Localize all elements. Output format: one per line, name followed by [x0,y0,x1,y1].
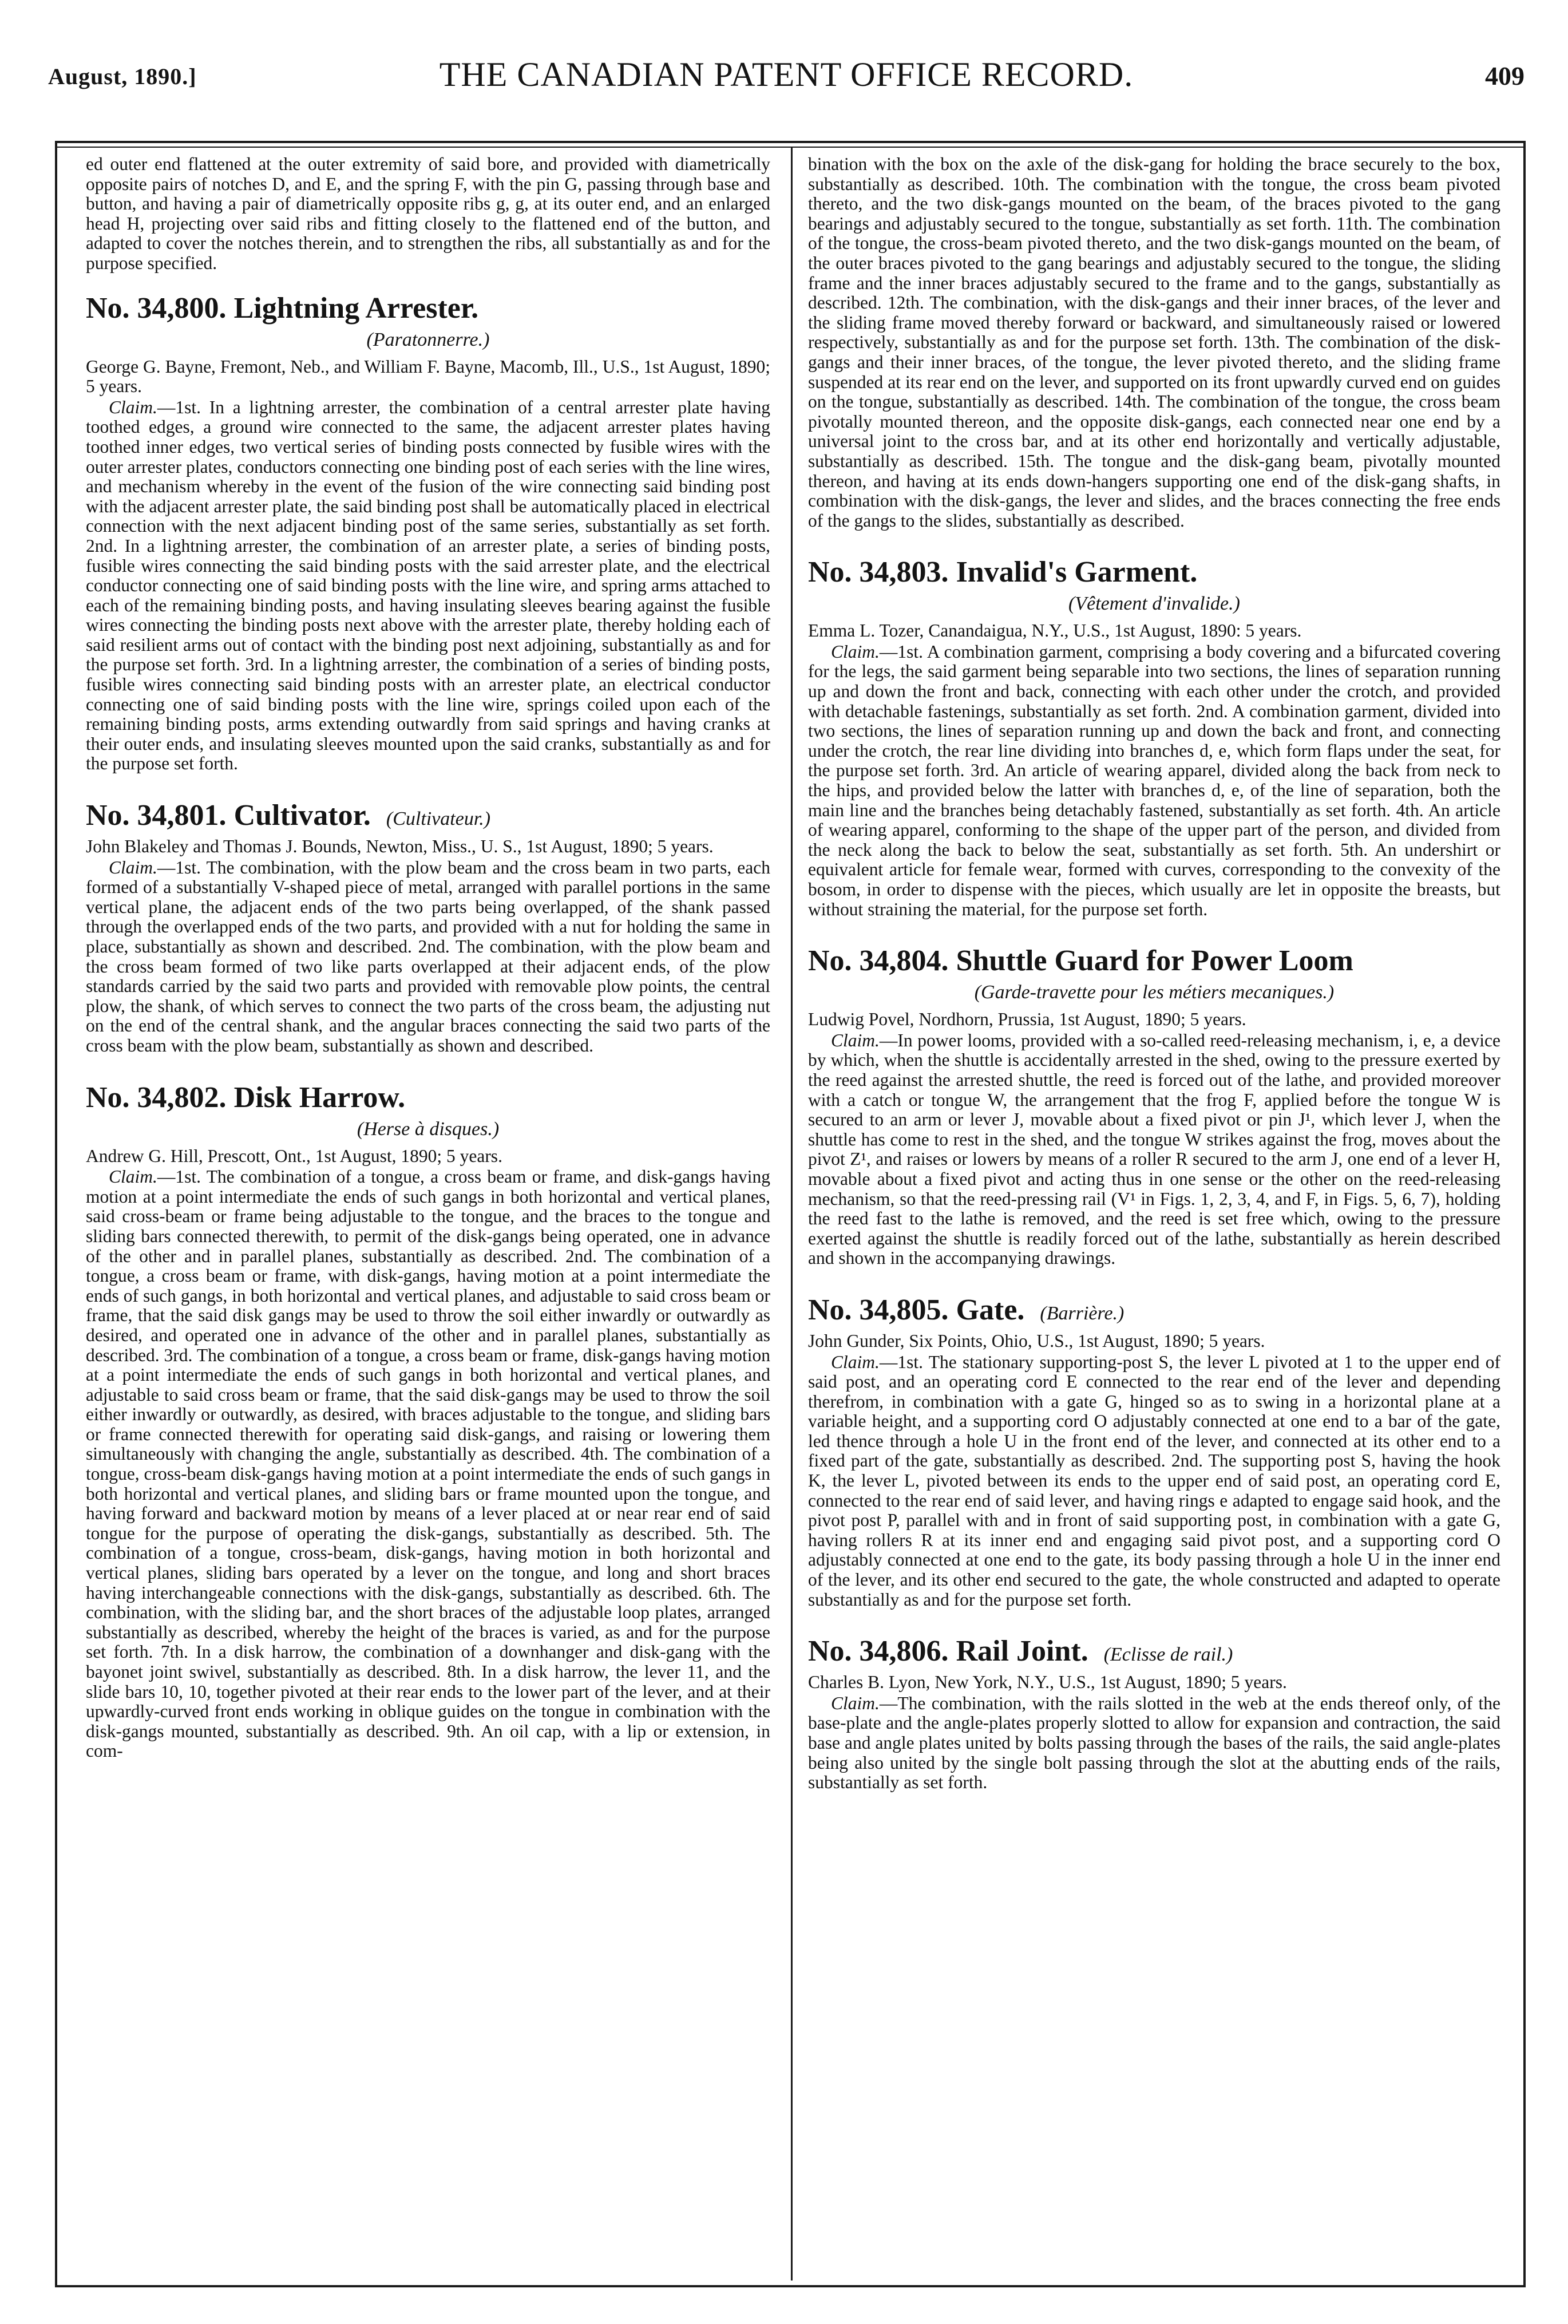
claim-text [808,1031,1500,1268]
publication-title: THE CANADIAN PATENT OFFICE RECORD. [439,56,1134,93]
claim-text [86,1167,770,1761]
inventor-line: Ludwig Povel, Nordhorn, Prussia, 1st August, 1890; 5 years. [808,1009,1246,1030]
claim-label: Claim. [109,397,157,417]
inventor-line: George G. Bayne, Fremont, Neb., and William F. Bayne, Macomb, Ill., U.S., 1st August, 1890; 5 years. [86,356,770,397]
patent-entry-34804 [808,943,1500,1268]
patent-number: No. 34,803. [808,556,949,589]
patent-number: No. 34,800. [86,291,227,325]
inventor-line: Andrew G. Hill, Prescott, Ont., 1st August, 1890; 5 years. [86,1145,502,1166]
claim-body: —1st. In a lightning arrester, the combination of a central arrester plate having toothed edges, a ground wire connected to the same, the adjacent arrester plates having toothed inner edges, two vertical series of binding posts connected by fusible wires with the outer arrester plates, conductors connecting one binding post of each series with the line wires, and mechanism whereby in the event of the fusion of the wire connecting said binding post with the adjacent arrester plate, the said binding post shall be automatically placed in electrical connection with the next adjacent binding post of the same series, substantially as set forth. 2nd. In a lightning arrester, the combination of an arrester plate, a series of binding posts, fusible wires connecting the said binding posts with the said arrester plate, and the electrical conductor connecting one of said binding posts with the line wire, and spring arms attached to each of the remaining binding posts, and having insulating sleeves bearing against the fusible wires connecting the binding posts next above with the arrester plate, thereby holding each of said resilient arms out of contact with the binding post next adjoining, substantially as and for the purpose set forth. 3rd. In a lightning arrester, the combination of a series of binding posts, fusible wires connecting said binding posts with an arrester plate, an electrical conductor connecting one of said binding posts with the line wire, springs coiled upon each of the remaining binding posts, arms extending outwardly from said springs and having cranks at their outer ends, and insulating sleeves mounted upon the said cranks, substantially as and for the purpose set forth. [86,397,770,774]
patent-entry-34806 [808,1634,1500,1793]
patent-entry-34801 [86,798,770,1056]
patent-title: Rail Joint. [956,1635,1088,1668]
inventor-line: John Gunder, Six Points, Ohio, U.S., 1st August, 1890; 5 years. [808,1330,1265,1351]
french-title: (Eclisse de rail.) [1103,1644,1233,1666]
continued-claim-text: ed outer end flattened at the outer extremity of said bore, and provided with diametrically opposite pairs of notches D, and E, and the spring F, with the pin G, passing through base and button, and having a pair of diametrically opposite ribs g, g, at its outer end, and an enlarged head H, projecting over said ribs and fitting closely to the flattened end of the button, and adapted to cover the notches therein, and to strengthen the ribs, all substantially as and for the purpose specified. [86,155,770,273]
patent-number: No. 34,802. [86,1081,227,1114]
claim-text [808,1353,1500,1610]
claim-text [808,1694,1500,1793]
entry-heading [86,798,770,837]
claim-body: —1st. The stationary supporting-post S, the lever L pivoted at 1 to the upper end of said post, and an operating cord E connected to the rear end of the lever and depending therefrom, in combination with a gate G, hinged so as to swing in a horizontal plane at a variable height, and a supporting cord O adjustably connected at one end to a bar of the gate, led thence through a hole U in the front end of the lever, and connected at its other end to a fixed part of the gate, substantially as described. 2nd. The supporting post S, having the hook K, the lever L, pivoted between its ends to the upper end of said post, an operating cord E, connected to the rear end of said lever, and having rings e adapted to engage said hook, and the pivot post P, parallel with and in front of said supporting post, in combination with a gate G, having rollers R at its inner end and engaging said pivot post, and a supporting cord O adjustably connected at one end to the gate, its body passing through a hole U in the inner end of the lever, and its other end secured to the gate, the whole constructed and adapted to operate substantially as and for the purpose set forth. [808,1351,1500,1610]
inventor-line: Emma L. Tozer, Canandaigua, N.Y., U.S., 1st August, 1890: 5 years. [808,620,1302,641]
claim-label: Claim. [109,857,157,878]
french-title: (Herse à disques.) [357,1118,500,1140]
patent-entry-34800 [86,291,770,774]
patent-title: Shuttle Guard for Power Loom [956,944,1353,978]
inventor-line: Charles B. Lyon, New York, N.Y., U.S., 1st August, 1890; 5 years. [808,1672,1287,1693]
patent-title: Invalid's Garment. [956,556,1198,589]
french-title: (Paratonnerre.) [366,329,490,350]
patent-title: Disk Harrow. [233,1081,406,1114]
patent-number: No. 34,801. [86,799,227,832]
claim-label: Claim. [831,1693,880,1713]
patent-entry-34802 [86,1080,770,1761]
claim-label: Claim. [109,1167,157,1187]
entry-heading [86,1080,770,1116]
claim-body: —1st. A combination garment, comprising a body covering and a bifurcated covering for the legs, the said garment being separable into two sections, the lines of separation running up and down the front and back, connecting with each other under the crotch, and provided with detachable fastenings, substantially as set forth. 2nd. A combination garment, divided into two sections, the lines of separation running up and down the back and front, and connecting under the crotch, the rear line dividing into branches d, e, which form flaps under the seat, for the purpose set forth. 3rd. An article of wearing apparel, divided along the back from neck to the hips, and provided below the latter with branches d, e, of the line of separation, both the main line and the branches being detachably fastened, substantially as set forth. 4th. An article of wearing apparel, conforming to the shape of the upper part of the person, and divided from the neck along the back to below the seat, substantially as set forth. 5th. An undershirt or equivalent article for female wear, formed with curves, corresponding to the convexity of the bosom, in order to dispense with the pieces, which usually are let in opposite the breasts, but without straining the material, for the purpose set forth. [808,641,1500,919]
patent-entry-34803 [808,555,1500,919]
issue-date: August, 1890.] [48,64,197,89]
patent-title: Lightning Arrester. [233,291,479,325]
entry-heading [808,943,1500,979]
claim-text [86,858,770,1056]
french-title: (Barrière.) [1040,1302,1124,1324]
french-title: (Garde-travette pour les métiers mecaniques.) [974,982,1335,1003]
entry-heading [808,1293,1500,1331]
claim-label: Claim. [831,641,880,662]
claim-body: —1st. The combination, with the plow beam and the cross beam in two parts, each formed of a substantially V-shaped piece of metal, arranged with parallel portions in the same vertical plane, the adjacent ends of the two parts being overlapped, of the shank passed through the overlapped ends of the two parts, and provided with a nut for holding the same in place, substantially as shown and described. 2nd. The combination, with the plow beam and the cross beam formed of two like parts overlapped at their adjacent ends, of the plow standards carried by the said two parts and provided with removable plow points, the central plow, the shank, of which serves to connect the two parts of the cross beam, the adjusting nut on the end of the central shank, and the angular braces connecting the said two parts of the cross beam with the plow beam, substantially as shown and described. [86,857,770,1056]
continued-claim-text: bination with the box on the axle of the disk-gang for holding the brace securely to the box, substantially as described. 10th. The combination with the tongue, the cross beam pivoted thereto, and the two disk-gangs mounted on the beam, of the braces pivoted to the gang bearings and adjustably secured to the tongue, substantially as set forth. 11th. The combination of the tongue, the cross-beam pivoted thereto, and the two disk-gangs mounted on the beam, of the outer braces pivoted to the gang bearings and adjustably secured to the tongue, the sliding frame and the inner braces adjustably secured to the frame and to the gangs, substantially as described. 12th. The combination, with the disk-gangs and their inner braces, of the lever and the sliding frame moved thereby forward or backward, and simultaneously raised or lowered respectively, substantially as and for the purpose set forth. 13th. The combination of the disk-gangs and their inner braces, of the tongue, the lever pivoted thereto, and the sliding frame suspended at its rear end on the lever, and supported on its front upwardly curved end on guides on the tongue, substantially as described. 14th. The combination of the tongue, the cross beam pivotally mounted thereon, and the opposite disk-gangs, each connected near one end by a universal joint to the cross bar, and at its other end horizontally and vertically adjustable, substantially as described. 15th. The tongue and the disk-gang beam, pivotally mounted thereon, and having at its ends down-hangers supporting one end of the disk-gang shafts, in combination with the disk-gangs, the lever and slides, and the braces connecting the free ends of the gangs to the slides, substantially as described. [808,155,1500,531]
page-number: 409 [1485,61,1525,90]
patent-entry-34805 [808,1293,1500,1610]
inventor-line: John Blakeley and Thomas J. Bounds, Newton, Miss., U. S., 1st August, 1890; 5 years. [86,836,714,857]
claim-text [808,642,1500,919]
claim-text [86,398,770,774]
column-divider [791,148,793,2280]
claim-body: —1st. The combination of a tongue, a cross beam or frame, and disk-gangs having motion at a point intermediate the ends of such gangs in both horizontal and vertical planes, said cross-beam or frame being adjustable to the tongue, and the braces to the tongue and sliding bars connected therewith, to permit of the disk-gangs being operated, one in advance of the other and in parallel planes, substantially as described. 2nd. The combination of a tongue, a cross beam or frame, with disk-gangs, having motion at a point intermediate the ends of such gangs, in both horizontal and vertical planes, and adjustable to said cross beam or frame, that the said disk gangs may be used to throw the soil either inwardly or outwardly as desired, and operated one in advance of the other and in parallel planes, substantially as described. 3rd. The combination of a tongue, a cross beam or frame, disk-gangs having motion at a point intermediate the ends of such gangs in both horizontal and vertical planes, and adjustable to said cross beam or frame, that the said disk-gangs may be used to throw the soil either inwardly or outwardly, as desired, with braces adjustable to the tongue, and sliding bars or frame connected therewith for operating said disk-gangs, and raising or lowering them simultaneously with changing the angle, substantially as described. 4th. The combination of a tongue, cross-beam disk-gangs having motion at a point intermediate the ends of such gangs in both horizontal and vertical planes, and sliding bars or frame mounted upon the tongue, and having forward and backward motion by means of a lever placed at or near rear end of said tongue for the purpose of operating the disk-gangs, substantially as described. 5th. The combination of a tongue, cross-beam, disk-gangs, having motion in both horizontal and vertical planes, sliding bars operated by a lever on the tongue, and long and short braces having interchangeable connections with the disk-gangs, substantially as described. 6th. The combination, with the sliding bar, and the short braces of the adjustable loop plates, arranged substantially as described, whereby the height of the braces is varied, as and for the purpose set forth. 7th. In a disk harrow, the combination of a downhanger and disk-gang with the bayonet joint swivel, substantially as described. 8th. In a disk harrow, the lever 11, and the slide bars 10, 10, together pivoted at their rear ends to the lower part of the lever, and at their upwardly-curved front ends working in oblique guides on the tongue in combination with the disk-gangs mounted, substantially as described. 9th. An oil cap, with a lip or extension, in com- [86,1167,770,1761]
right-column [808,155,1500,2278]
patent-number: No. 34,804. [808,944,949,978]
patent-number: No. 34,805. [808,1293,949,1326]
claim-label: Claim. [831,1030,880,1050]
entry-heading [808,1634,1500,1673]
claim-body: —The combination, with the rails slotted in the web at the ends thereof only, of the base-plate and the angle-plates properly slotted to allow for expansion and contraction, the said base and angle plates united by bolts passing through the bases of the rails, the said angle-plates being also united by the single bolt passing through the slot at the abutting ends of the rails, substantially as set forth. [808,1693,1500,1793]
entry-heading [808,555,1500,590]
french-title: (Vêtement d'invalide.) [1068,593,1240,615]
patent-title: Cultivator. [233,799,371,832]
patent-number: No. 34,806. [808,1635,949,1668]
running-head [48,55,1525,101]
claim-label: Claim. [831,1351,880,1372]
entry-heading [86,291,770,326]
patent-title: Gate. [956,1293,1025,1326]
french-title: (Cultivateur.) [386,808,491,830]
left-column [86,155,770,2278]
claim-body: —In power looms, provided with a so-called reed-releasing mechanism, i, e, a device by which, when the shuttle is accidentally arrested in the shed, owing to the pressure exerted by the reed against the arrested shuttle, the reed is forced out of the lathe, and provided moreover with a catch or tongue W, the arrangement that the frog F, applied before the tongue W is secured to an arm or lever J, movable about a fixed pivot or pin J¹, which lever J, when the shuttle has come to rest in the shed, and the tongue W strikes against the frog, moves about the pivot Z¹, and raises or lowers by means of a roller R secured to the arm J, one end of a lever H, movable about a fixed pivot and acting thus in one sense or the other on the reed-releasing mechanism, so that the reed-pressing rail (V¹ in Figs. 1, 2, 3, 4, and F, in Figs. 5, 6, 7), holding the reed fast to the lathe is removed, and the reed is set free which, owing to the pressure exerted against the shuttle is readily forced out of the lathe, substantially as herein described and shown in the accompanying drawings. [808,1030,1500,1268]
